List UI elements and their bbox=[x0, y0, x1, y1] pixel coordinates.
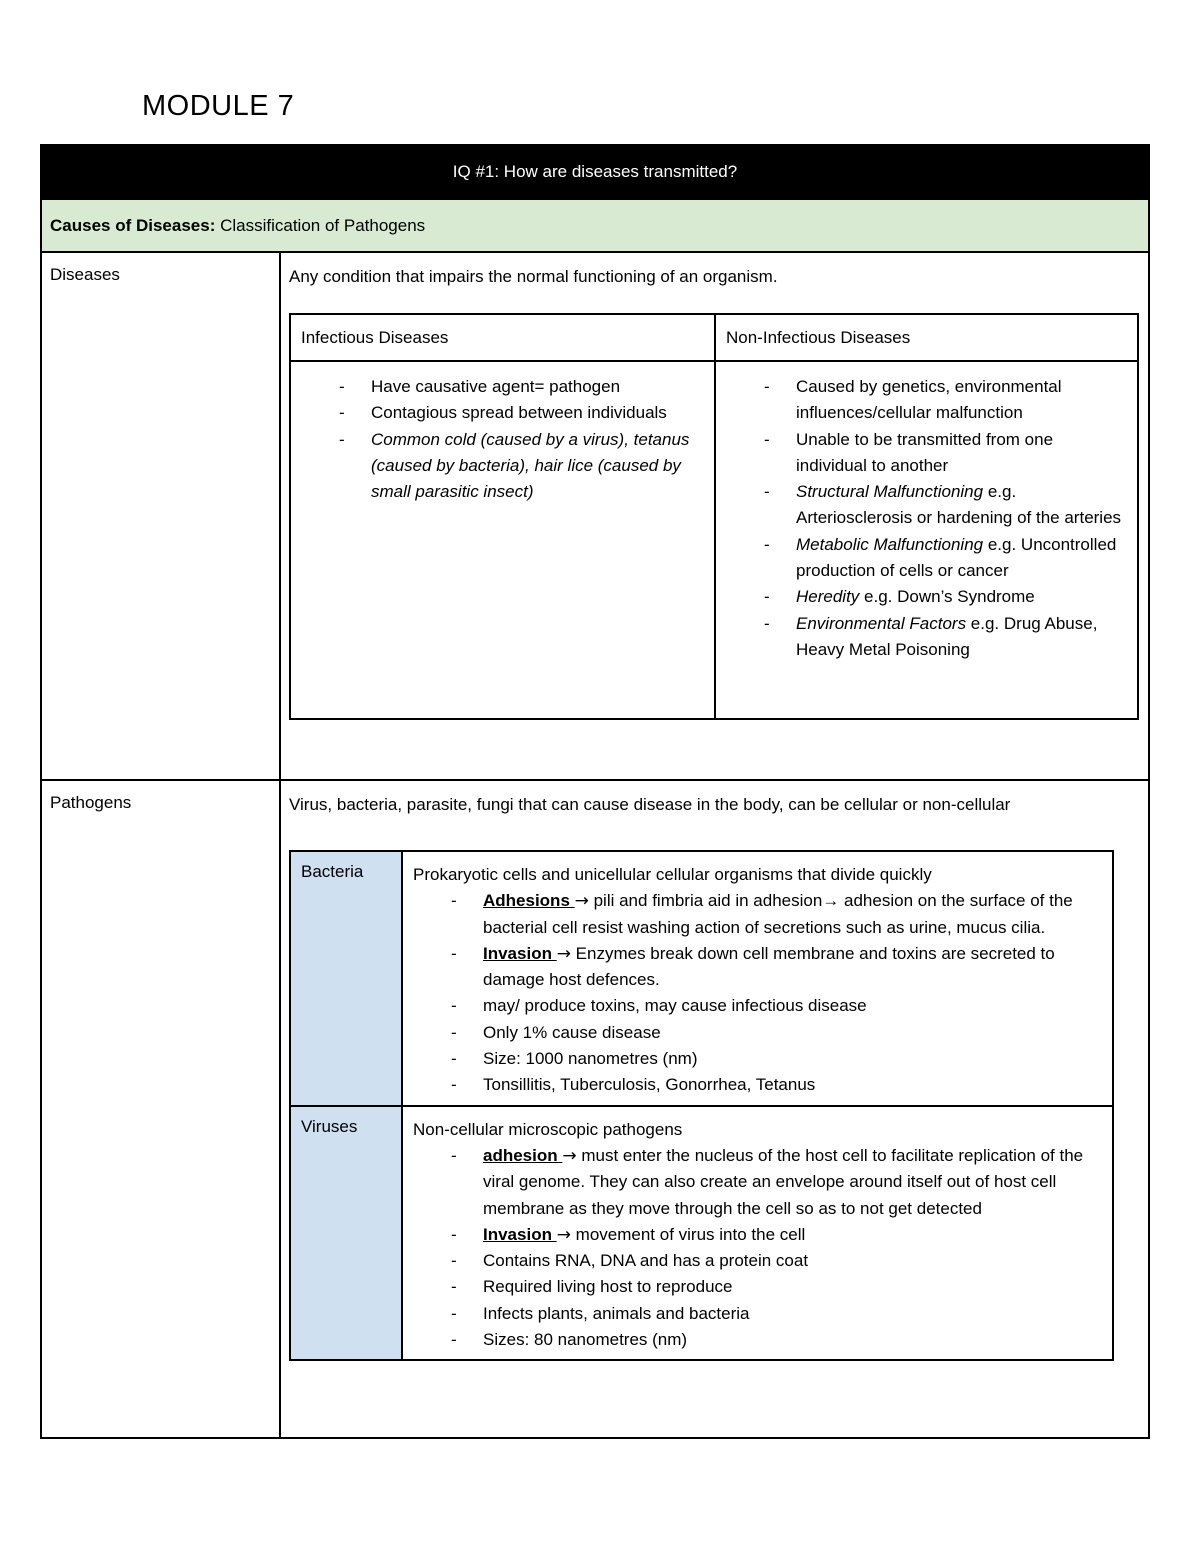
term: Metabolic Malfunctioning bbox=[796, 534, 984, 554]
term: Heredity bbox=[796, 587, 860, 607]
diseases-label: Diseases bbox=[42, 253, 281, 779]
section-title-bold: Causes of Diseases: bbox=[50, 215, 216, 235]
list-item bbox=[483, 941, 1102, 994]
bacteria-list bbox=[413, 888, 1102, 1098]
list-item: - Only 1% cause disease bbox=[483, 1020, 1102, 1046]
list-item: - Size: 1000 nanometres (nm) bbox=[483, 1046, 1102, 1072]
pathogens-label: Pathogens bbox=[42, 781, 281, 1437]
term: Environmental Factors bbox=[796, 613, 967, 633]
bacteria-intro: Prokaryotic cells and unicellular cellular organisms that divide quickly bbox=[413, 865, 932, 884]
invasion-text: movement of virus into the cell bbox=[570, 1224, 806, 1244]
term-detail: e.g. Drug Abuse, Heavy Metal Poisoning bbox=[796, 613, 1098, 659]
pathogens-definition: Virus, bacteria, parasite, fungi that can cause disease in the body, can be cellular or non-cellular bbox=[289, 795, 1011, 814]
term-detail: e.g. Down’s Syndrome bbox=[859, 587, 1035, 607]
list-item: - Required living host to reproduce bbox=[483, 1274, 1102, 1300]
infectious-list bbox=[301, 374, 704, 505]
viruses-label: Viruses bbox=[290, 1106, 402, 1361]
viruses-list bbox=[413, 1143, 1102, 1353]
viruses-cell bbox=[402, 1106, 1113, 1361]
list-item: - Have causative agent= pathogen bbox=[371, 374, 704, 400]
diseases-row bbox=[42, 253, 1148, 781]
term-detail: e.g. Uncontrolled production of cells or cancer bbox=[796, 534, 1117, 581]
section-title bbox=[50, 216, 425, 236]
invasion-text: Enzymes break down cell membrane and toxins are secreted to damage host defences. bbox=[483, 943, 1055, 990]
bacteria-label: Bacteria bbox=[290, 851, 402, 1106]
page-title: MODULE 7 bbox=[142, 90, 295, 122]
list-item: - Tonsillitis, Tuberculosis, Gonorrhea, Tetanus bbox=[483, 1072, 1102, 1098]
adhesion-term: Adhesions bbox=[483, 891, 575, 911]
example-text: Common cold (caused by a virus), tetanus (caused by bacteria), hair lice (caused by small parasitic insect) bbox=[371, 429, 690, 502]
list-item: - may/ produce toxins, may cause infectious disease bbox=[483, 993, 1102, 1019]
list-item: - Sizes: 80 nanometres (nm) bbox=[483, 1327, 1102, 1353]
list-item: - Caused by genetics, environmental influences/cellular malfunction bbox=[796, 374, 1127, 427]
arrow-icon: → bbox=[556, 943, 571, 964]
arrow-icon: → bbox=[556, 1224, 571, 1245]
term-detail: e.g. Arteriosclerosis or hardening of the arteries bbox=[796, 482, 1122, 528]
arrow-icon: → bbox=[562, 1145, 577, 1166]
non-infectious-header: Non-Infectious Diseases bbox=[715, 314, 1138, 361]
list-item bbox=[483, 888, 1102, 941]
list-item bbox=[371, 427, 704, 506]
list-item: - Infects plants, animals and bacteria bbox=[483, 1301, 1102, 1327]
adhesion-text: must enter the nucleus of the host cell to facilitate replication of the viral genome. They can also create an envelope around itself out of host cell membrane as they move through the cell so as to not get detected bbox=[483, 1145, 1084, 1218]
list-item bbox=[796, 584, 1127, 610]
list-item bbox=[483, 1222, 1102, 1248]
list-item bbox=[483, 1143, 1102, 1222]
arrow-icon: → bbox=[574, 891, 589, 912]
invasion-term: Invasion bbox=[483, 1224, 557, 1244]
pathogen-types-table bbox=[289, 850, 1114, 1361]
non-infectious-cell bbox=[715, 361, 1138, 719]
pathogens-content bbox=[281, 781, 1148, 1437]
notes-table bbox=[40, 144, 1150, 1439]
non-infectious-list bbox=[726, 374, 1127, 663]
list-item bbox=[796, 611, 1127, 664]
section-title-rest: Classification of Pathogens bbox=[215, 215, 426, 235]
invasion-term: Invasion bbox=[483, 943, 557, 963]
list-item bbox=[796, 532, 1127, 585]
pathogens-row bbox=[42, 781, 1148, 1437]
list-item bbox=[796, 479, 1127, 532]
diseases-definition: Any condition that impairs the normal functioning of an organism. bbox=[289, 267, 778, 286]
list-item: - Contains RNA, DNA and has a protein coat bbox=[483, 1248, 1102, 1274]
viruses-intro: Non-cellular microscopic pathogens bbox=[413, 1119, 683, 1139]
bacteria-cell bbox=[402, 851, 1113, 1106]
adhesion-text: pili and fimbria aid in adhesion→ adhesion on the surface of the bacterial cell resist washing action of secretions such as urine, mucus cilia. bbox=[483, 891, 1073, 937]
section-header-row bbox=[42, 200, 1148, 253]
term: Structural Malfunctioning bbox=[796, 482, 984, 502]
list-item: - Unable to be transmitted from one individual to another bbox=[796, 427, 1127, 480]
infectious-header: Infectious Diseases bbox=[290, 314, 715, 361]
iq-header-row bbox=[42, 146, 1148, 200]
adhesion-term: adhesion bbox=[483, 1145, 563, 1165]
diseases-content bbox=[281, 253, 1148, 779]
disease-types-table bbox=[289, 313, 1139, 720]
list-item: - Contagious spread between individuals bbox=[371, 400, 704, 426]
infectious-cell bbox=[290, 361, 715, 719]
iq-header: IQ #1: How are diseases transmitted? bbox=[452, 162, 738, 181]
